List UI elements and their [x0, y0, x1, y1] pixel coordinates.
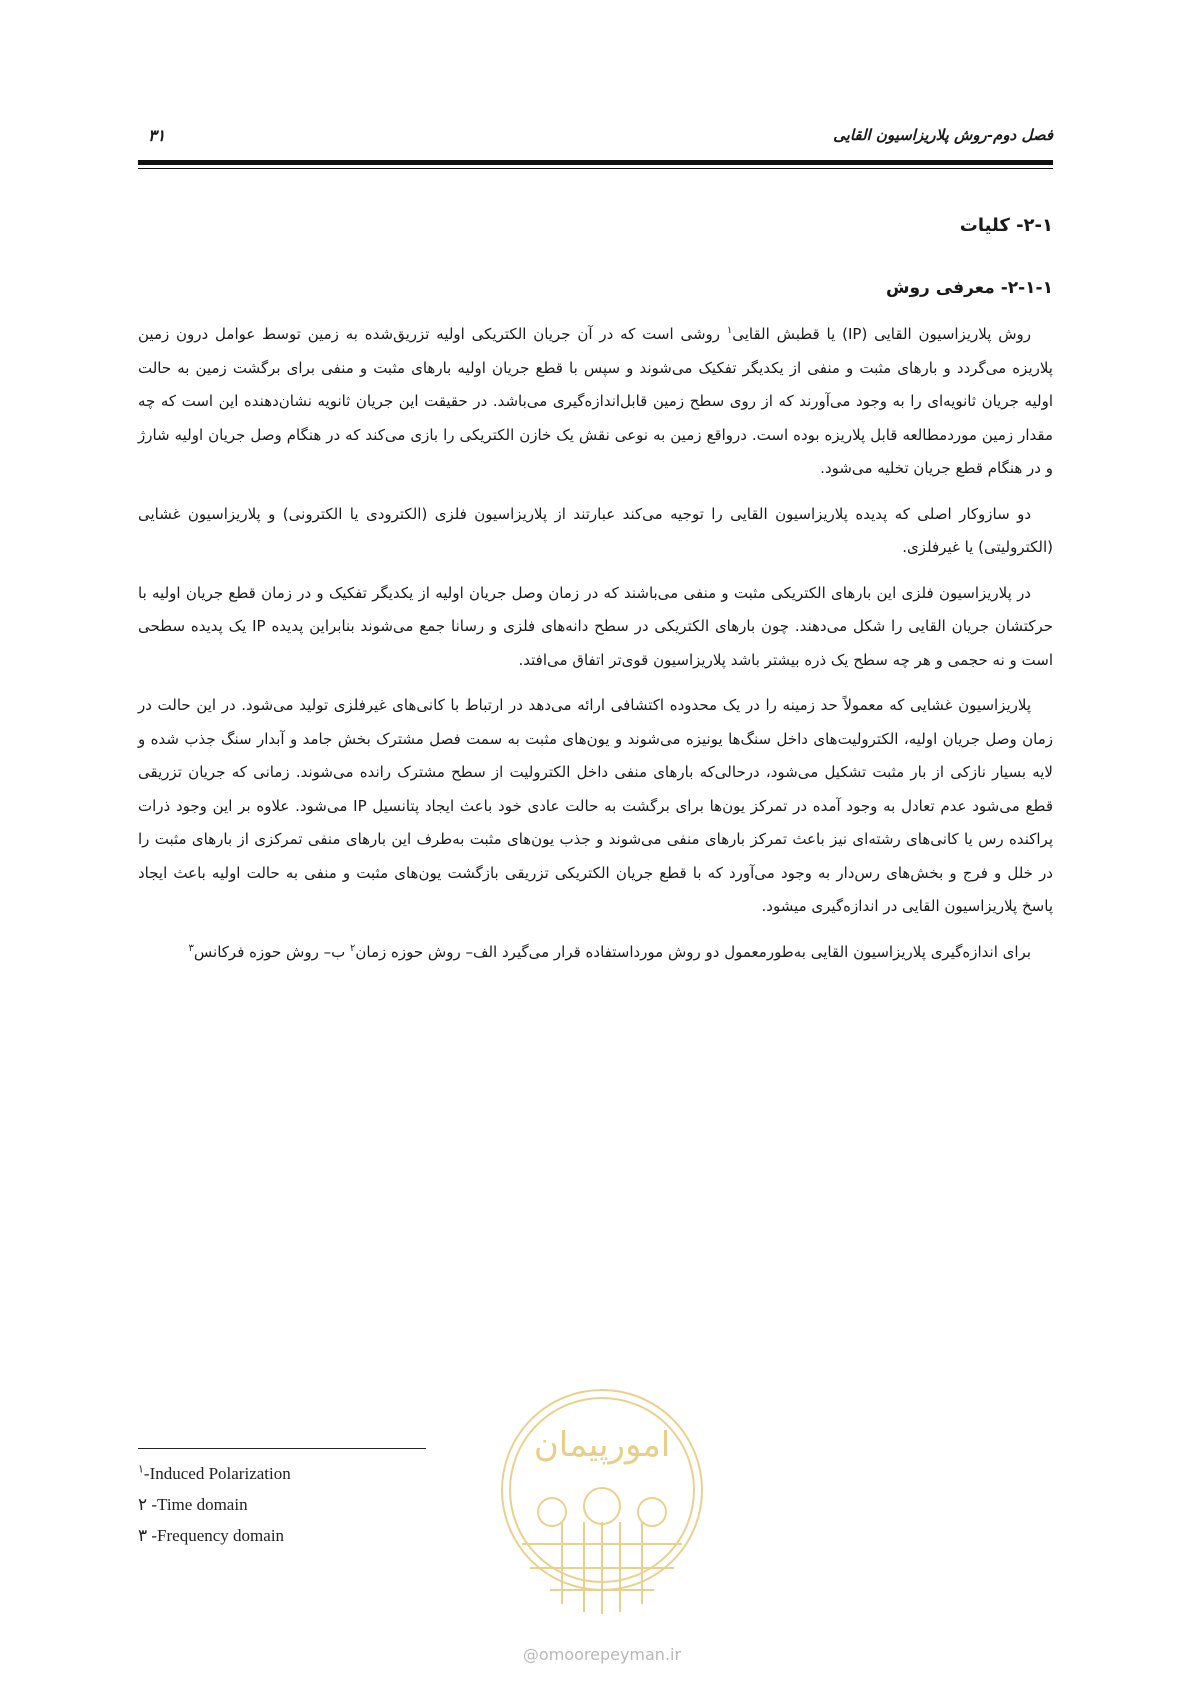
footnote-number: ۲	[138, 1495, 148, 1514]
footnote-ref: ۳	[188, 942, 194, 954]
paragraph-text: روش پلاریزاسیون القایی (IP) یا قطبش القایی	[732, 325, 1031, 343]
watermark-url: @omoorepeyman.ir	[522, 1645, 682, 1664]
page-header	[138, 126, 1053, 150]
chapter-title: فصل دوم-روش پلاریزاسیون القایی	[833, 126, 1053, 144]
footnote-number: ۳	[138, 1526, 148, 1545]
footnote-separator	[138, 1448, 426, 1449]
page-number: ۳۱	[148, 126, 166, 145]
subsection-heading: ۲-۱-۱- معرفی روش	[886, 278, 1053, 298]
watermark-logo-text: امورپیمان	[533, 1425, 671, 1465]
footnote-item	[138, 1520, 291, 1551]
section-heading: ۲-۱- کلیات	[959, 215, 1053, 236]
paragraph-2: دو سازوکار اصلی که پدیده پلاریزاسیون القایی را توجیه می‌کند عبارتند از پلاریزاسیون فلزی (الکترودی یا الکترونی) و پلاریزاسیون غشایی (الکترولیتی) یا غیرفلزی.	[138, 504, 1053, 556]
paragraph-1	[138, 318, 1053, 486]
footnote-text: -Induced Polarization	[143, 1464, 291, 1483]
paragraph-4: پلاریزاسیون غشایی که معمولاً حد زمینه را در یک محدوده اکتشافی ارائه می‌دهد در ارتباط با کانی‌های غیرفلزی تولید می‌شود. در این حالت در زمان وصل جریان اولیه، الکترولیت‌های داخل سنگ‌ها یونیزه می‌شوند و یون‌های مثبت به سمت فصل مشترک بخش جامد و آبدار سنگ جذب شده و لایه بسیار نازکی از بار مثبت تشکیل می‌شود، درحالی‌که بارهای منفی داخل الکترولیت از سطح مشترک رانده می‌شوند. زمانی که جریان تزریقی قطع می‌شود عدم تعادل به وجود آمده در تمرکز یون‌ها برای برگشت به حالت عادی خود باعث ایجاد پتانسیل IP می‌شود. علاوه بر این وجود ذرات پراکنده رس یا کانی‌های رشته‌ای نیز باعث تمرکز بارهای منفی می‌شوند و جذب یون‌های مثبت به‌طرف این بارهای منفی تمرکزی از بارهای مثبت را در خلل و فرج و بخش‌های رس‌دار به وجود می‌آورد که با قطع جریان الکتریکی تزریقی بازگشت یون‌های مثبت و منفی به حالت اولیه باعث ایجاد پاسخ پلاریزاسیون القایی در اندازه‌گیری میشود.	[138, 696, 1053, 915]
footnote-item	[138, 1458, 291, 1489]
footnote-text: -Frequency domain	[147, 1526, 285, 1545]
paragraph-text: ب– روش حوزه فرکانس	[193, 942, 350, 961]
header-rule-thin	[138, 168, 1053, 169]
paragraph-3: در پلاریزاسیون فلزی این بارهای الکتریکی مثبت و منفی می‌باشند که در زمان وصل جریان اولیه از یکدیگر تفکیک و در زمان قطع جریان اولیه با حرکتشان جریان القایی را شکل می‌دهند. چون بارهای الکتریکی در سطح دانه‌های فلزی و رسانا جمع می‌شوند بنابراین پدیده IP یک پدیده سطحی است و نه حجمی و هر چه سطح یک ذره بیشتر باشد پلاریزاسیون قوی‌تر اتفاق می‌افتد.	[138, 583, 1054, 669]
footnote-number: ۱	[138, 1463, 144, 1476]
footnotes	[138, 1458, 291, 1551]
paragraph-text: روشی است که در آن جریان الکتریکی اولیه تزریق‌شده به زمین توسط عوامل درون زمین پلاریزه می‌گردد و بارهای مثبت و منفی از یکدیگر تفکیک می‌شوند و سپس با قطع جریان اولیه بارهای مثبت و منفی برای برگشت زمین به حالت اولیه جریان ثانویه‌ای را به وجود می‌آورند که از روی سطح زمین قابل‌اندازه‌گیری می‌باشد. در حقیقت این جریان ثانویه نشان‌دهنده این است که چه مقدار زمین موردمطالعه قابل پلاریزه بوده است. درواقع زمین به نوعی نقش یک خازن الکتریکی را بازی می‌کند که در هنگام وصل جریان اولیه شارژ و در هنگام قطع جریان تخلیه می‌شود.	[138, 325, 1053, 477]
footnote-text: -Time domain	[147, 1495, 248, 1514]
paragraph-text: برای اندازه‌گیری پلاریزاسیون القایی به‌طورمعمول دو روش مورداستفاده قرار می‌گیرد الف– روش حوزه زمان	[355, 942, 1031, 961]
paragraph-5	[138, 936, 1053, 970]
footnote-item	[138, 1489, 291, 1520]
main-content	[138, 215, 1053, 981]
header-rule-thick	[138, 160, 1053, 165]
footnote-ref: ۲	[349, 942, 356, 954]
footnote-ref: ۱	[726, 325, 733, 336]
watermark-logo	[472, 1372, 732, 1672]
